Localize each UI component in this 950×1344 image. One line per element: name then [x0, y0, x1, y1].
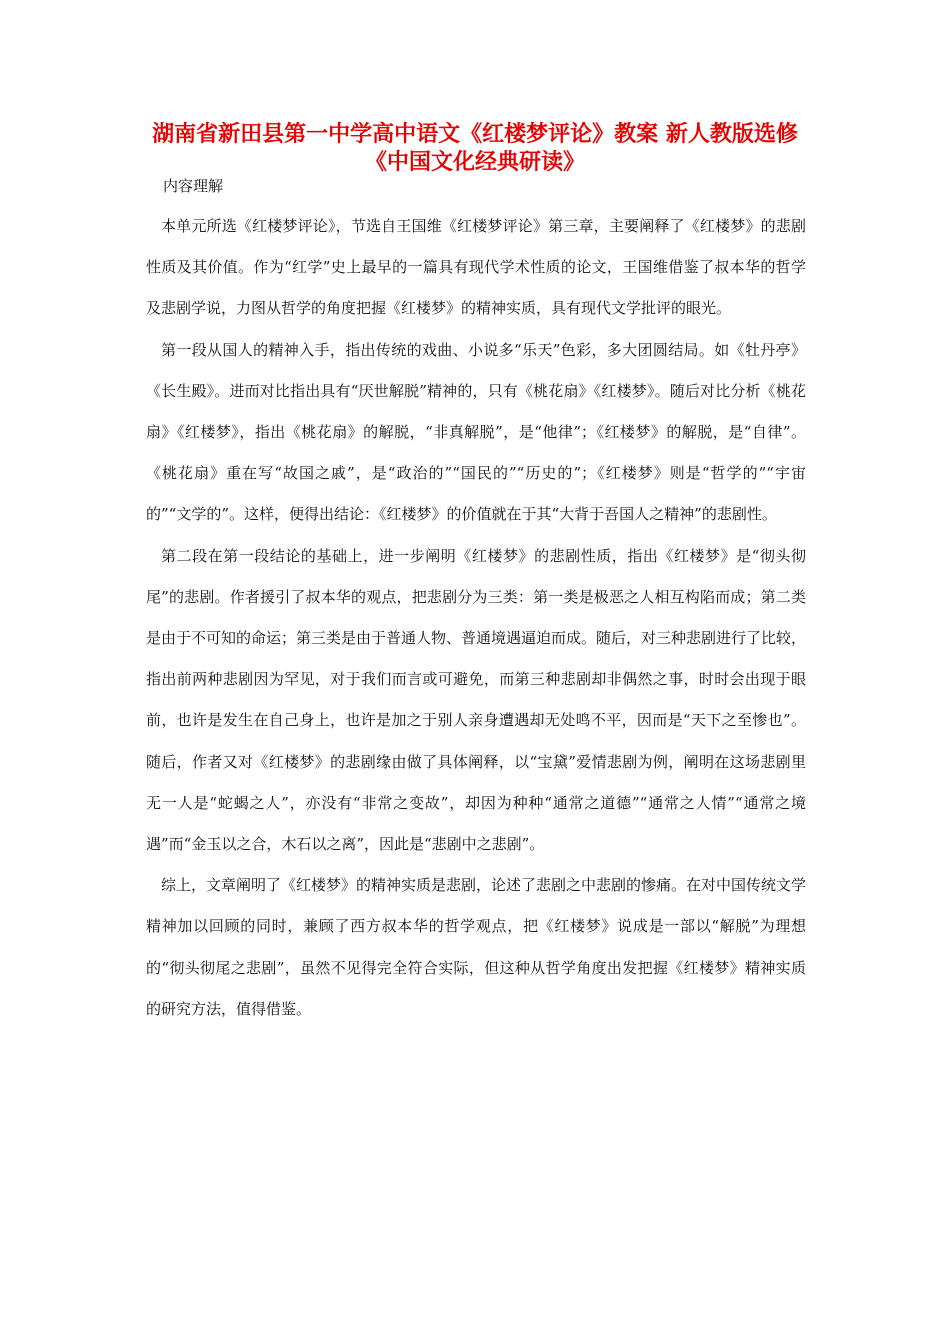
- section-heading: 内容理解: [163, 177, 224, 195]
- body-text: [146, 206, 806, 1030]
- paragraph-second-section: 第二段在第一段结论的基础上，进一步阐明《红楼梦》的悲剧性质，指出《红楼梦》是“彻头彻尾”的悲剧。作者援引了叔本华的观点，把悲剧分为三类：第一类是极恶之人相互构陷而成；第二类是由于不可知的命运；第三类是由于普通人物、普通境遇逼迫而成。随后，对三种悲剧进行了比较，指出前两种悲剧因为罕见，对于我们而言或可避免，而第三种悲剧却非偶然之事，时时会出现于眼前，也许是发生在自己身上，也许是加之于别人亲身遭遇却无处鸣不平，因而是“天下之至惨也”。随后，作者又对《红楼梦》的悲剧缘由做了具体阐释，以“宝黛”爱情悲剧为例，阐明在这场悲剧里无一人是“蛇蝎之人”，亦没有“非常之变故”，却因为种种“通常之道德”“通常之人情”“通常之境遇”而“金玉以之合，木石以之离”，因此是“悲剧中之悲剧”。: [146, 546, 807, 854]
- document-title: [130, 120, 820, 176]
- paragraph-intro: 本单元所选《红楼梦评论》，节选自王国维《红楼梦评论》第三章，主要阐释了《红楼梦》的悲剧性质及其价值。作为“红学”史上最早的一篇具有现代学术性质的论文，王国维借鉴了叔本华的哲学及悲剧学说，力图从哲学的角度把握《红楼梦》的精神实质，具有现代文学批评的眼光。: [146, 217, 806, 318]
- paragraph-summary: 综上，文章阐明了《红楼梦》的精神实质是悲剧，论述了悲剧之中悲剧的惨痛。在对中国传统文学精神加以回顾的同时，兼顾了西方叔本华的哲学观点，把《红楼梦》说成是一部以“解脱”为理想的“彻头彻尾之悲剧”，虽然不见得完全符合实际，但这种从哲学角度出发把握《红楼梦》精神实质的研究方法，值得借鉴。: [146, 876, 807, 1018]
- title-line-1: 湖南省新田县第一中学高中语文《红楼梦评论》教案 新人教版选修: [152, 121, 798, 147]
- title-line-2: 《中国文化经典研读》: [364, 149, 585, 175]
- paragraph-first-section: 第一段从国人的精神入手，指出传统的戏曲、小说多“乐天”色彩，多大团圆结局。如《牡丹亭》《长生殿》。进而对比指出具有“厌世解脱”精神的，只有《桃花扇》《红楼梦》。随后对比分析《桃花扇》《红楼梦》，指出《桃花扇》的解脱，“非真解脱”，是“他律”；《红楼梦》的解脱，是“自律”。《桃花扇》重在写“故国之戚”，是“政治的”“国民的”“历史的”；《红楼梦》则是“哲学的”“宇宙的”“文学的”。这样，便得出结论：《红楼梦》的价值就在于其“大背于吾国人之精神”的悲剧性。: [146, 340, 806, 524]
